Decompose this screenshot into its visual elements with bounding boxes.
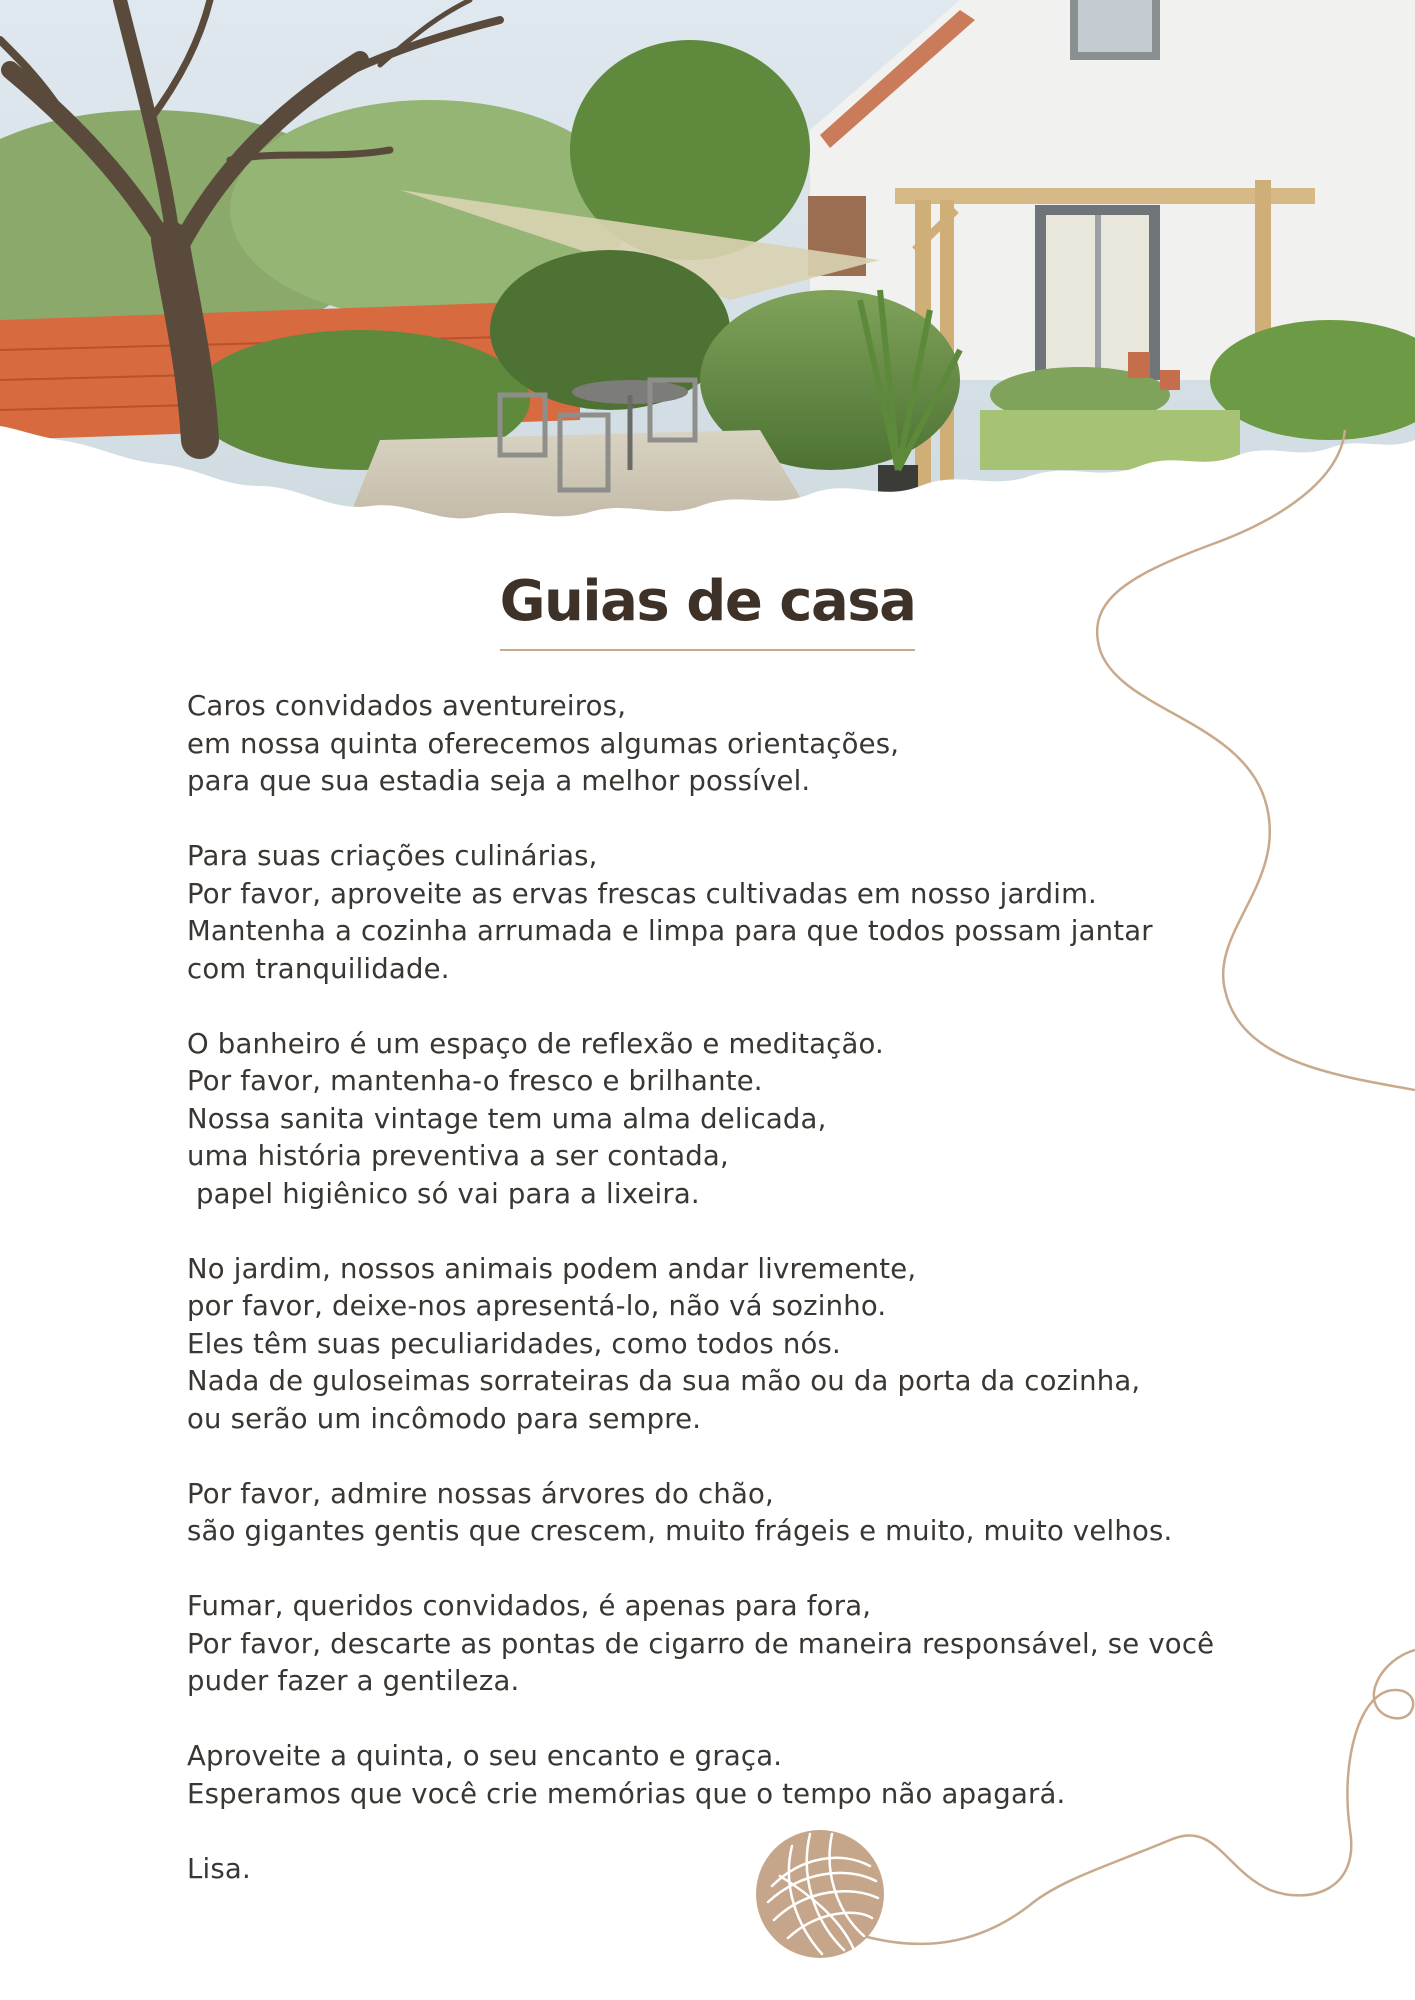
text-line: No jardim, nossos animais podem andar livremente, [187, 1252, 917, 1285]
page-title: Guias de casa [500, 568, 916, 651]
text-line: Mantenha a cozinha arrumada e limpa para que todos possam jantar [187, 915, 1153, 947]
text-line: para que sua estadia seja a melhor possível. [187, 765, 811, 797]
text-line: são gigantes gentis que crescem, muito frágeis e muito, muito velhos. [187, 1515, 1173, 1547]
text-line: Para suas criações culinárias, [187, 840, 598, 872]
paragraph-closing [187, 1738, 1327, 1813]
text-line: O banheiro é um espaço de reflexão e meditação. [187, 1027, 884, 1060]
paragraph-trees [187, 1476, 1327, 1551]
text-line: uma história preventiva a ser contada, [187, 1140, 729, 1172]
paragraph-kitchen [187, 838, 1327, 988]
text-line: com tranquilidade. [187, 952, 450, 985]
text-line: Nada de guloseimas sorrateiras da sua mão ou da porta da cozinha, [187, 1365, 1141, 1397]
text-line: papel higiênico só vai para a lixeira. [187, 1177, 700, 1210]
paragraph-bathroom [187, 1026, 1327, 1214]
text-line: Por favor, aproveite as ervas frescas cultivadas em nosso jardim. [187, 877, 1097, 910]
signature: Lisa. [187, 1852, 251, 1885]
paragraph-intro [187, 688, 1327, 801]
text-line: por favor, deixe-nos apresentá-lo, não vá sozinho. [187, 1290, 887, 1322]
text-line: Eles têm suas peculiaridades, como todos nós. [187, 1327, 841, 1360]
text-line: Aproveite a quinta, o seu encanto e graça. [187, 1740, 783, 1772]
text-line: Fumar, queridos convidados, é apenas para fora, [187, 1590, 872, 1622]
text-line: ou serão um incômodo para sempre. [187, 1402, 702, 1435]
text-line: Por favor, descarte as pontas de cigarro de maneira responsável, se você [187, 1627, 1215, 1660]
paragraph-smoking [187, 1588, 1327, 1701]
garden-house-photo [0, 0, 1415, 560]
text-line: Esperamos que você crie memórias que o tempo não apagará. [187, 1777, 1066, 1810]
title-wrapper [0, 568, 1415, 651]
yarn-ball-logo [752, 1826, 888, 1962]
text-line: Caros convidados aventureiros, [187, 690, 627, 722]
text-line: Por favor, mantenha-o fresco e brilhante. [187, 1065, 763, 1097]
guide-body [187, 688, 1327, 1888]
text-line: Por favor, admire nossas árvores do chão, [187, 1477, 774, 1510]
text-line: em nossa quinta oferecemos algumas orientações, [187, 727, 900, 760]
paragraph-animals [187, 1251, 1327, 1439]
text-line: puder fazer a gentileza. [187, 1665, 520, 1697]
text-line: Nossa sanita vintage tem uma alma delicada, [187, 1102, 827, 1135]
